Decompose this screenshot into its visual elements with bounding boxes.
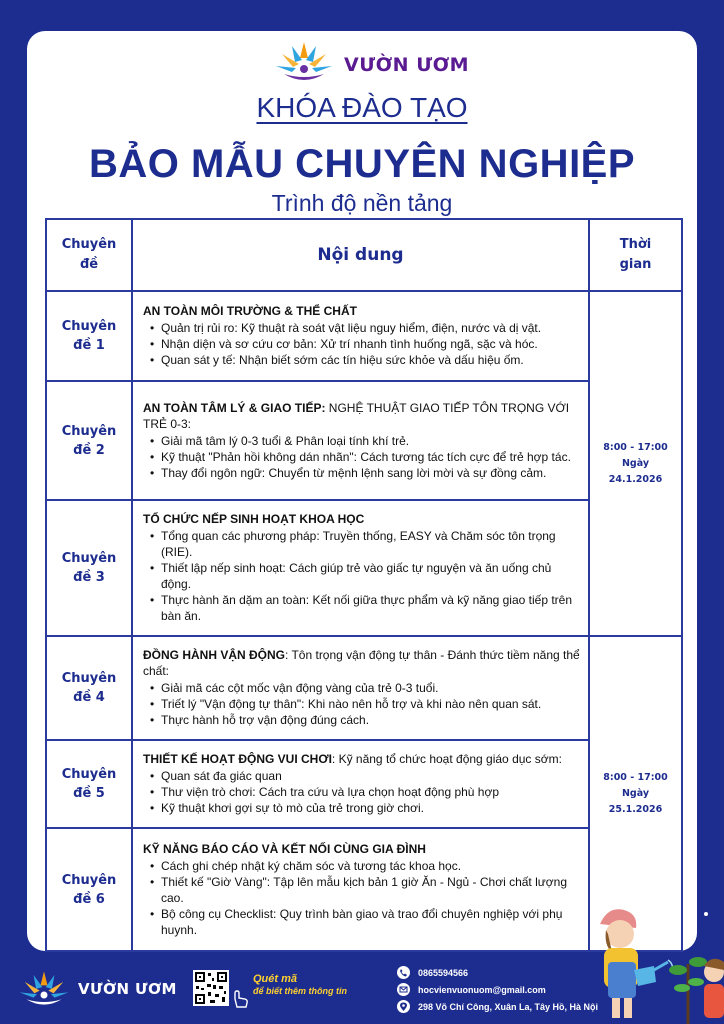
header-content: Nội dung — [132, 219, 589, 291]
list-item: • Thực hành hỗ trợ vận động đúng cách. — [143, 712, 580, 728]
topic-cell: Chuyên đề 2 — [46, 381, 132, 500]
topic-cell: Chuyên đề 3 — [46, 500, 132, 636]
bullet-list — [143, 528, 580, 624]
list-item: • Cách ghi chép nhật ký chăm sóc và tương tác khoa học. — [143, 858, 580, 874]
footer-brand-logo — [16, 966, 186, 1010]
table-row — [46, 291, 682, 381]
topic-cell: Chuyên đề 5 — [46, 740, 132, 828]
tap-hand-icon — [231, 990, 251, 1008]
list-item: • Thay đổi ngôn ngữ: Chuyển từ mệnh lệnh sang lời mời và sự đồng cảm. — [143, 465, 580, 481]
content-cell: AN TOÀN TÂM LÝ & GIAO TIẾP: NGHỆ THUẬT GIAO TIẾP TÔN TRỌNG VỚI TRẺ 0-3: • Giải mã tâm lý 0-3 tuổi & Phân loại tính khí trẻ. • Kỹ thuật "Phản hồi không dán nhãn": Cách tương tác tích cực để trẻ hợp tác. • Thay đổi ngôn ngữ: Chuyển từ mệnh lệnh sang lời mời và sự đồng cảm. — [132, 381, 589, 500]
list-item: • Giải mã tâm lý 0-3 tuổi & Phân loại tính khí trẻ. — [143, 433, 580, 449]
list-item: • Thiết lập nếp sinh hoạt: Cách giúp trẻ vào giấc tự nguyện và ăn uống chủ động. — [143, 560, 580, 592]
child-watering-plant-illustration — [578, 900, 724, 1024]
list-item: • Kỹ thuật "Phản hồi không dán nhãn": Cách tương tác tích cực để trẻ hợp tác. — [143, 449, 580, 465]
topic-cell: Chuyên đề 4 — [46, 636, 132, 740]
bullet-list — [143, 680, 580, 728]
list-item: • Thiết kế "Giờ Vàng": Tập lên mẫu kịch bản 1 giờ Ăn - Ngủ - Chơi chất lượng cao. — [143, 874, 580, 906]
page-subtitle: Trình độ nền tảng — [271, 190, 453, 216]
content-cell: ĐỒNG HÀNH VẬN ĐỘNG: Tôn trọng vận động tự thân - Đánh thức tiềm năng thể chất: • Giải mã các cột mốc vận động vàng của trẻ 0-3 tuổi. • Triết lý "Vận động tự thân": Khi nào nên hỗ trợ và khi nào nên quan sát. • Thực hành hỗ trợ vận động đúng cách. — [132, 636, 589, 740]
content-cell: TỔ CHỨC NẾP SINH HOẠT KHOA HỌC • Tổng quan các phương pháp: Truyền thống, EASY và Chăm sóc tôn trọng (RIE). • Thiết lập nếp sinh hoạt: Cách giúp trẻ vào giấc tự nguyện và ăn uống chủ động. • Thực hành ăn dặm an toàn: Kết nối giữa thực phẩm và kỹ năng giao tiếp trên bàn ăn. — [132, 500, 589, 636]
topic-cell: Chuyên đề 1 — [46, 291, 132, 381]
list-item: • Nhận diện và sơ cứu cơ bản: Xử trí nhanh tình huống ngã, sặc và hóc. — [143, 336, 580, 352]
page-title: BẢO MẪU CHUYÊN NGHIỆP — [88, 142, 636, 186]
list-item: • Giải mã các cột mốc vận động vàng của trẻ 0-3 tuổi. — [143, 680, 580, 696]
list-item: • Quản trị rủi ro: Kỹ thuật rà soát vật liệu nguy hiểm, điện, nước và dị vật. — [143, 320, 580, 336]
content-cell: THIẾT KẾ HOẠT ĐỘNG VUI CHƠI: Kỹ năng tổ chức hoạt động giáo dục sớm: • Quan sát đa giác quan • Thư viện trò chơi: Cách tra cứu và lựa chọn hoạt động phù hợp • Kỹ thuật khơi gợi sự tò mò của trẻ trong giờ chơi. — [132, 740, 589, 828]
phone-icon — [397, 966, 410, 979]
email-icon — [397, 983, 410, 996]
scan-text: Quét mã để biết thêm thông tin — [253, 973, 347, 996]
list-item: • Kỹ thuật khơi gợi sự tò mò của trẻ trong giờ chơi. — [143, 800, 580, 816]
header-topic: Chuyên đề — [46, 219, 132, 291]
list-item: • Quan sát y tế: Nhận biết sớm các tín hiệu sức khỏe và dấu hiệu ốm. — [143, 352, 580, 368]
location-pin-icon — [397, 1000, 410, 1013]
list-item: • Thực hành ăn dặm an toàn: Kết nối giữa thực phẩm và kỹ năng giao tiếp trên bàn ăn. — [143, 592, 580, 624]
time-cell-day1: 8:00 - 17:00 Ngày 24.1.2026 — [589, 291, 682, 636]
brand-logo — [272, 36, 482, 88]
list-item: • Tổng quan các phương pháp: Truyền thống, EASY và Chăm sóc tôn trọng (RIE). — [143, 528, 580, 560]
brand-name: VƯỜN ƯƠM — [344, 54, 470, 76]
header-time: Thời gian — [589, 219, 682, 291]
time-cell-day2: 8:00 - 17:00 Ngày 25.1.2026 — [589, 636, 682, 951]
footer-brand-name: VƯỜN ƯƠM — [78, 980, 177, 998]
list-item: • Thư viện trò chơi: Cách tra cứu và lựa chọn hoạt động phù hợp — [143, 784, 580, 800]
content-cell: KỸ NĂNG BÁO CÁO VÀ KẾT NỐI CÙNG GIA ĐÌNH • Cách ghi chép nhật ký chăm sóc và tương tác khoa học. • Thiết kế "Giờ Vàng": Tập lên mẫu kịch bản 1 giờ Ăn - Ngủ - Chơi chất lượng cao. • Bộ công cụ Checklist: Quy trình bàn giao và trao đổi chuyên nghiệp với phụ huynh. — [132, 828, 589, 951]
bullet-list — [143, 320, 580, 368]
course-label: KHÓA ĐÀO TẠO — [256, 92, 468, 123]
table-header-row — [46, 219, 682, 291]
content-cell: AN TOÀN MÔI TRƯỜNG & THỂ CHẤT • Quản trị rủi ro: Kỹ thuật rà soát vật liệu nguy hiểm, điện, nước và dị vật. • Nhận diện và sơ cứu cơ bản: Xử trí nhanh tình huống ngã, sặc và hóc. • Quan sát y tế: Nhận biết sớm các tín hiệu sức khỏe và dấu hiệu ốm. — [132, 291, 589, 381]
bullet-list — [143, 768, 580, 816]
table-row — [46, 636, 682, 740]
list-item: • Quan sát đa giác quan — [143, 768, 580, 784]
sprout-logo-icon — [16, 966, 72, 1010]
table-row — [46, 500, 682, 636]
qr-code[interactable] — [193, 970, 229, 1006]
list-item: • Bộ công cụ Checklist: Quy trình bàn giao và trao đổi chuyên nghiệp với phụ huynh. — [143, 906, 580, 938]
bullet-list — [143, 858, 580, 938]
list-item: • Triết lý "Vận động tự thân": Khi nào nên hỗ trợ và khi nào nên quan sát. — [143, 696, 580, 712]
schedule-table — [45, 218, 683, 952]
table-row — [46, 740, 682, 828]
topic-cell: Chuyên đề 6 — [46, 828, 132, 951]
sprout-logo-icon — [272, 36, 336, 86]
bullet-list — [143, 433, 580, 481]
table-row — [46, 381, 682, 500]
